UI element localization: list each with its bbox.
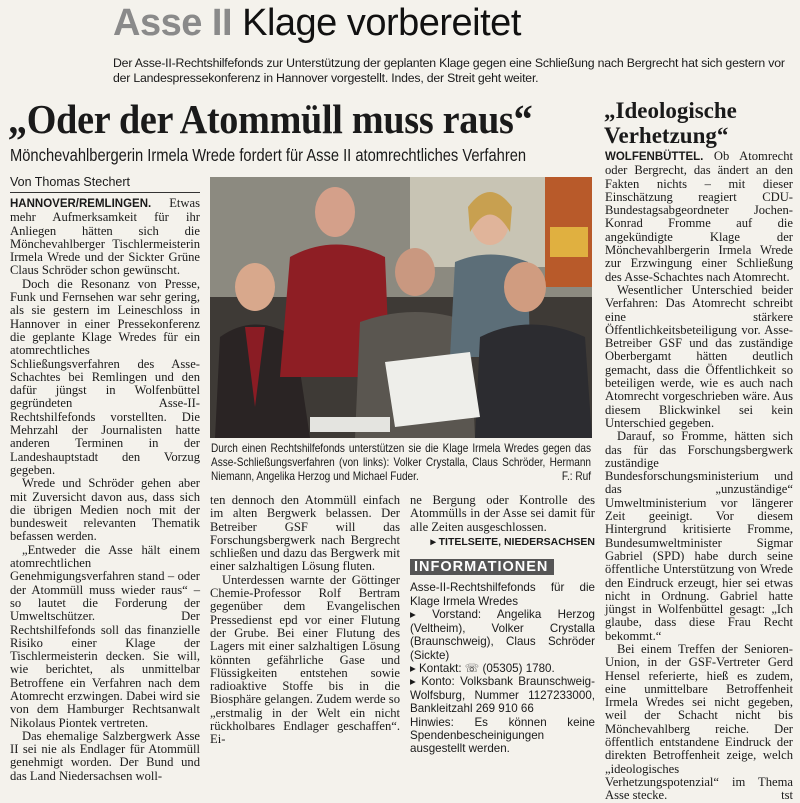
paragraph [605, 643, 793, 803]
paragraph: ten dennoch den Atommüll einfach im alten Bergwerk belassen. Der Betreiber GSF will das Forschungsbergwerk nach Bergrecht schließen und dazu das Bergwerk mit einer salzhaltigen Lösung fluten. [210, 493, 400, 574]
section-kicker [113, 2, 521, 45]
info-note: Hinwies: Es können keine Spendenbescheinigungen ausgestellt werden. [410, 715, 595, 756]
paragraph: Das ehemalige Salzbergwerk Asse II sei nie als Endlager für Atommüll genehmigt worden. Der Bund und das Land Niedersachsen woll- [10, 728, 200, 783]
photo-credit: F.: Ruf [561, 469, 592, 483]
byline: Von Thomas Stechert [10, 175, 200, 193]
paragraph-text: Etwas mehr Aufmerksamkeit für ihr Anliegen hätten sich die Mönchevahlberger Tischlermeisterin Irmela Wrede und der Sickter Grüne Claus Schröder schon gewünscht. [10, 196, 200, 278]
main-article-column-3 [410, 494, 595, 756]
paragraph-text: Bei einem Treffen der Senioren-Union, in der GSF-Vertreter Gerd Hensel referierte, hieß es zudem, eine unmittelbare Betroffenheit Irmela Wredes sei nicht gegeben, weil der Schacht nicht bis Mönchevahlberg reiche. Der öffentlich entstandene Eindruck der direkten Betroffenheit zeige, welch „ideologisches Verhetzungspotenzial“ im Thema Asse stecke. [605, 641, 793, 803]
info-box [410, 581, 595, 755]
paragraph-text: Ob Atomrecht oder Bergrecht, das ändert an den Fakten nichts – mit dieser Einschätzung reagiert CDU-Bundestagsabgeordneter Jochen-Konrad Fromme auf die angekündigte Klage der Mönchevahlbergerin Irmela Wrede zur Erzwingung einer Schließung des Asse-Schachtes nach Atomrecht. [605, 149, 793, 284]
caption-text: Durch einen Rechtshilfefonds unterstützen sie die Klage Irmela Wredes gegen das Asse-Schließungsverfahren (von links): Volker Crystalla, Claus Schröder, Hermann Niemann, Angelika Herzog und Michael Fuder. [211, 441, 592, 483]
info-account: ▸ Konto: Volksbank Braunschweig-Wolfsburg, Nummer 1127233000, Bankleitzahl 269 910 66 [410, 675, 595, 716]
main-article-column-2 [210, 494, 400, 747]
side-article [605, 150, 793, 803]
paragraph: Wesentlicher Unterschied beider Verfahren: Das Atomrecht schreibt eine stärkere Öffentlichkeitsbeteiligung vor. Asse-Betreiber GSF und das zuständige Oberbergamt hätten deutlich gemacht, dass die Öffentlichkeit so beteiligen werde, wie es auch nach Atomrecht vorgeschrieben wäre. Aus diesem Blickwinkel sei kein Unterschied gegeben. [605, 282, 793, 430]
group-photo-illustration [210, 177, 592, 438]
paragraph: ne Bergung oder Kontrolle des Atommülls in der Asse sei damit für alle Zeiten ausgeschlossen. [410, 493, 595, 534]
kicker-topic: Asse II [113, 2, 233, 44]
photo-caption [211, 441, 591, 483]
side-headline: „Ideologische Verhetzung“ [604, 98, 737, 148]
kicker-title: Klage vorbereitet [242, 2, 521, 44]
paragraph [605, 150, 793, 284]
paragraph: „Entweder die Asse hält einem atomrechtlichen Genehmigungsverfahren stand – oder der Atommüll muss wieder raus“ – so lautet die Forderung der Umweltschützer. Der Rechtshilfefonds soll das finanzielle Risiko einer Klage der Tischlermeisterin decken. Sie will, wie berichtet, als unmittelbar Betroffene ein Verfahren nach dem Atomrecht erzwingen. Dabei wird sie von dem Hamburger Rechtsanwalt Nikolaus Piontek vertreten. [10, 542, 200, 730]
main-headline: „Oder der Atommüll muss raus“ [8, 96, 533, 142]
main-article-column-1 [10, 197, 200, 783]
cross-reference-link[interactable]: ▸ TITELSEITE, NIEDERSACHSEN [430, 535, 595, 548]
paragraph: Wrede und Schröder gehen aber mit Zuversicht davon aus, dass sich die übrigen Medien noch mit der bundesweit relevanten Thematik befassen werden. [10, 476, 200, 544]
paragraph: Doch die Resonanz von Presse, Funk und Fernsehen war sehr gering, als sie gestern im Leineschloss in Hannover in einer Pressekonferenz die geplante Klage Wredes für ein atomrechtliches Schließungsverfahren des Asse-Schachtes bei Remlingen und den dafür jüngst in Wolfenbüttel gegründeten Asse-II-Rechtshilfefonds vorstellten. Die Mehrzahl der Journalisten hatte anderen Terminen in der Landeshauptstadt den Vorzug gegeben. [10, 276, 200, 477]
dateline: HANNOVER/REMLINGEN. [10, 198, 152, 210]
info-contact: ▸ Kontakt: ☏ (05305) 1780. [410, 661, 555, 675]
paragraph: Darauf, so Fromme, hätten sich das für das Forschungsbergwerk zuständige Bundesforschungsministerium und das „unzuständige“ Umweltministerium vor längerer Zeit geeinigt. Vor diesem Hintergrund kritisierte Fromme, Bundesumweltminister Sigmar Gabriel (SPD) habe durch seine öffentliche Unterstützung von Wrede den Eindruck erzeugt, hier sei etwas nicht in Ordnung. Gabriel hatte jüngst in Wolfenbüttel gesagt: „Ich glaube, dass diese Frau Recht bekommt.“ [605, 429, 793, 643]
deck-text: Der Asse-II-Rechtshilfefonds zur Unterstützung der geplanten Klage gegen eine Schließung nach Bergrecht hat sich gestern vor der Landespressekonferenz in Hannover vorgestellt. Indes, der Streit geht weiter. [113, 56, 785, 85]
paragraph [10, 197, 200, 278]
author-signature: tst [781, 788, 793, 803]
dateline: WOLFENBÜTTEL. [605, 151, 704, 163]
info-box-label: INFORMATIONEN [410, 559, 554, 575]
info-board: ▸ Vorstand: Angelika Herzog (Veltheim), Volker Crystalla (Braunschweig), Claus Schröder (Sickte) [410, 608, 595, 662]
info-title: Asse-II-Rechtshilfefonds für die Klage Irmela Wredes [410, 581, 595, 608]
paragraph: Unterdessen warnte der Göttinger Chemie-Professor Rolf Bertram gegenüber dem Evangelischen Pressedienst epd vor einer Flutung der Grube. Bei einer Flutung des Lagers mit einer salzhaltigen Lösung könnten gefährliche Gase und Flüssigkeiten entstehen sowie radioaktive Stoffe bis in die Biosphäre gelangen. Zudem werde so „erstmalig in der Welt ein nicht rückholbares Endlager geschaffen“. Ei- [210, 572, 400, 747]
article-photo [210, 177, 592, 438]
main-subheadline: Mönchevahlbergerin Irmela Wrede fordert für Asse II atomrechtliches Verfahren [10, 145, 527, 165]
